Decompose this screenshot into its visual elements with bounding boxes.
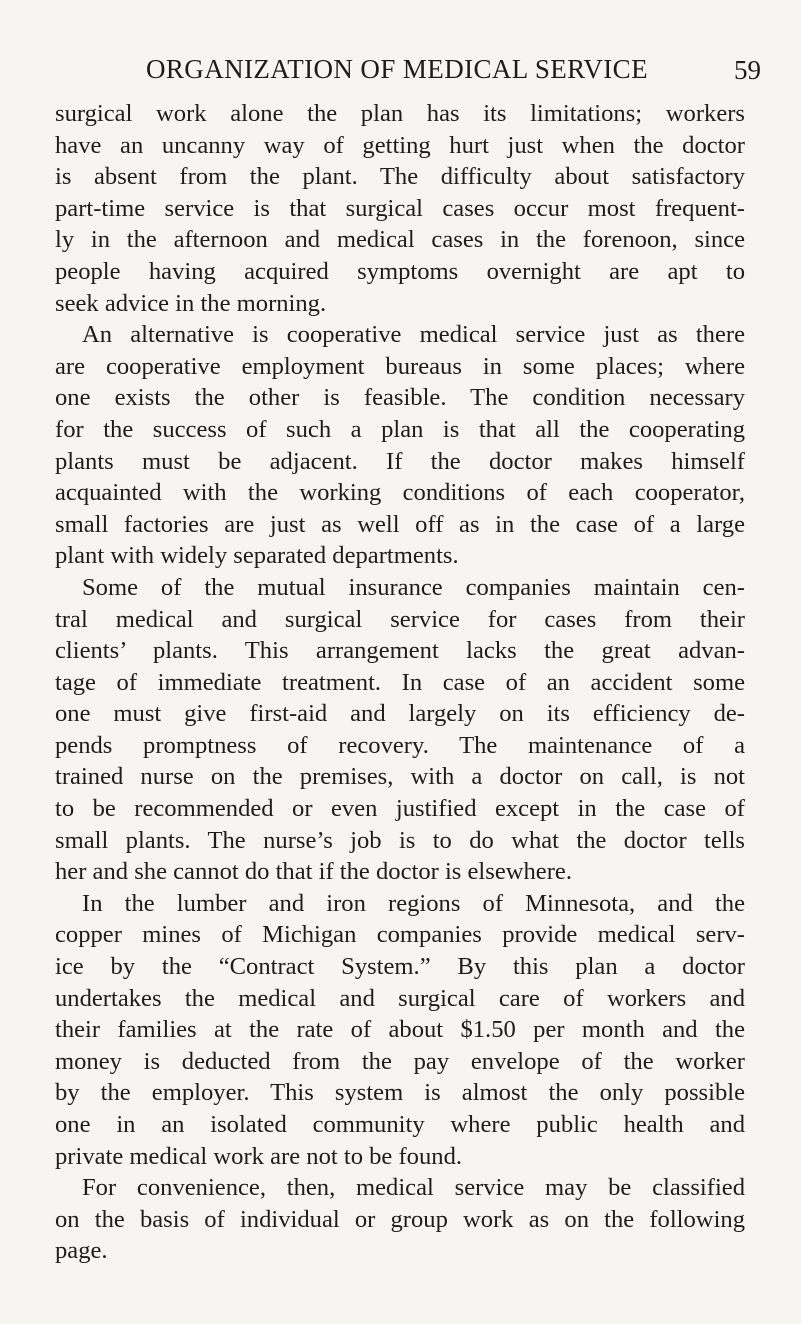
text-line: to be recommended or even justified except in the case of (55, 795, 745, 823)
paragraph (55, 572, 745, 888)
text-line: money is deducted from the pay envelope of the worker (55, 1047, 745, 1075)
text-line: on the basis of individual or group work as on the following (55, 1205, 745, 1233)
text-line: one in an isolated community where public health and (55, 1111, 745, 1138)
text-line: plant with widely separated departments. (55, 542, 459, 570)
running-head (0, 54, 801, 88)
text-line: is absent from the plant. The difficulty about satisfactory (55, 163, 745, 191)
running-title: ORGANIZATION OF MEDICAL SERVICE (146, 54, 648, 84)
text-line: In the lumber and iron regions of Minnesota, and the (82, 889, 745, 917)
text-line: part-time service is that surgical cases occur most frequent- (55, 194, 745, 222)
body-text (55, 98, 745, 1267)
text-line: one exists the other is feasible. The condition necessary (55, 384, 745, 412)
text-line: trained nurse on the premises, with a doctor on call, is not (55, 763, 745, 791)
text-line: private medical work are not to be found. (55, 1142, 463, 1170)
paragraph (55, 98, 745, 319)
text-line: ly in the afternoon and medical cases in the forenoon, since (55, 226, 745, 254)
text-line: people having acquired symptoms overnight are apt to (55, 257, 745, 285)
text-line: copper mines of Michigan companies provide medical serv- (55, 921, 745, 949)
paragraph (55, 319, 745, 572)
text-line: ice by the “Contract System.” By this plan a doctor (55, 953, 745, 981)
text-line: for the success of such a plan is that all the cooperating (55, 415, 745, 443)
text-line: undertakes the medical and surgical care of workers and (55, 984, 745, 1012)
text-line: pends promptness of recovery. The maintenance of a (55, 731, 745, 759)
text-line: tage of immediate treatment. In case of an accident some (55, 668, 745, 696)
text-line: For convenience, then, medical service may be classified (82, 1174, 745, 1202)
text-line: one must give first-aid and largely on its efficiency de- (55, 700, 745, 728)
text-line: An alternative is cooperative medical service just as there (82, 321, 745, 349)
text-line: her and she cannot do that if the doctor is elsewhere. (55, 858, 572, 886)
text-line: their families at the rate of about $1.50 per month and the (55, 1016, 745, 1044)
page-number: 59 (734, 55, 761, 85)
text-line: surgical work alone the plan has its limitations; workers (55, 100, 745, 127)
text-line: by the employer. This system is almost the only possible (55, 1079, 745, 1107)
text-line: acquainted with the working conditions of each cooperator, (55, 479, 745, 507)
text-line: small factories are just as well off as in the case of a large (55, 510, 745, 538)
text-line: page. (55, 1237, 108, 1265)
text-line: tral medical and surgical service for cases from their (55, 605, 745, 633)
text-line: have an uncanny way of getting hurt just when the doctor (55, 131, 745, 159)
text-line: seek advice in the morning. (55, 289, 327, 317)
text-line: plants must be adjacent. If the doctor makes himself (55, 447, 745, 475)
text-line: clients’ plants. This arrangement lacks the great advan- (55, 637, 745, 665)
paragraph (55, 888, 745, 1172)
text-line: Some of the mutual insurance companies maintain cen- (82, 573, 745, 601)
paragraph (55, 1172, 745, 1267)
text-line: small plants. The nurse’s job is to do what the doctor tells (55, 826, 745, 854)
text-line: are cooperative employment bureaus in some places; where (55, 352, 745, 380)
